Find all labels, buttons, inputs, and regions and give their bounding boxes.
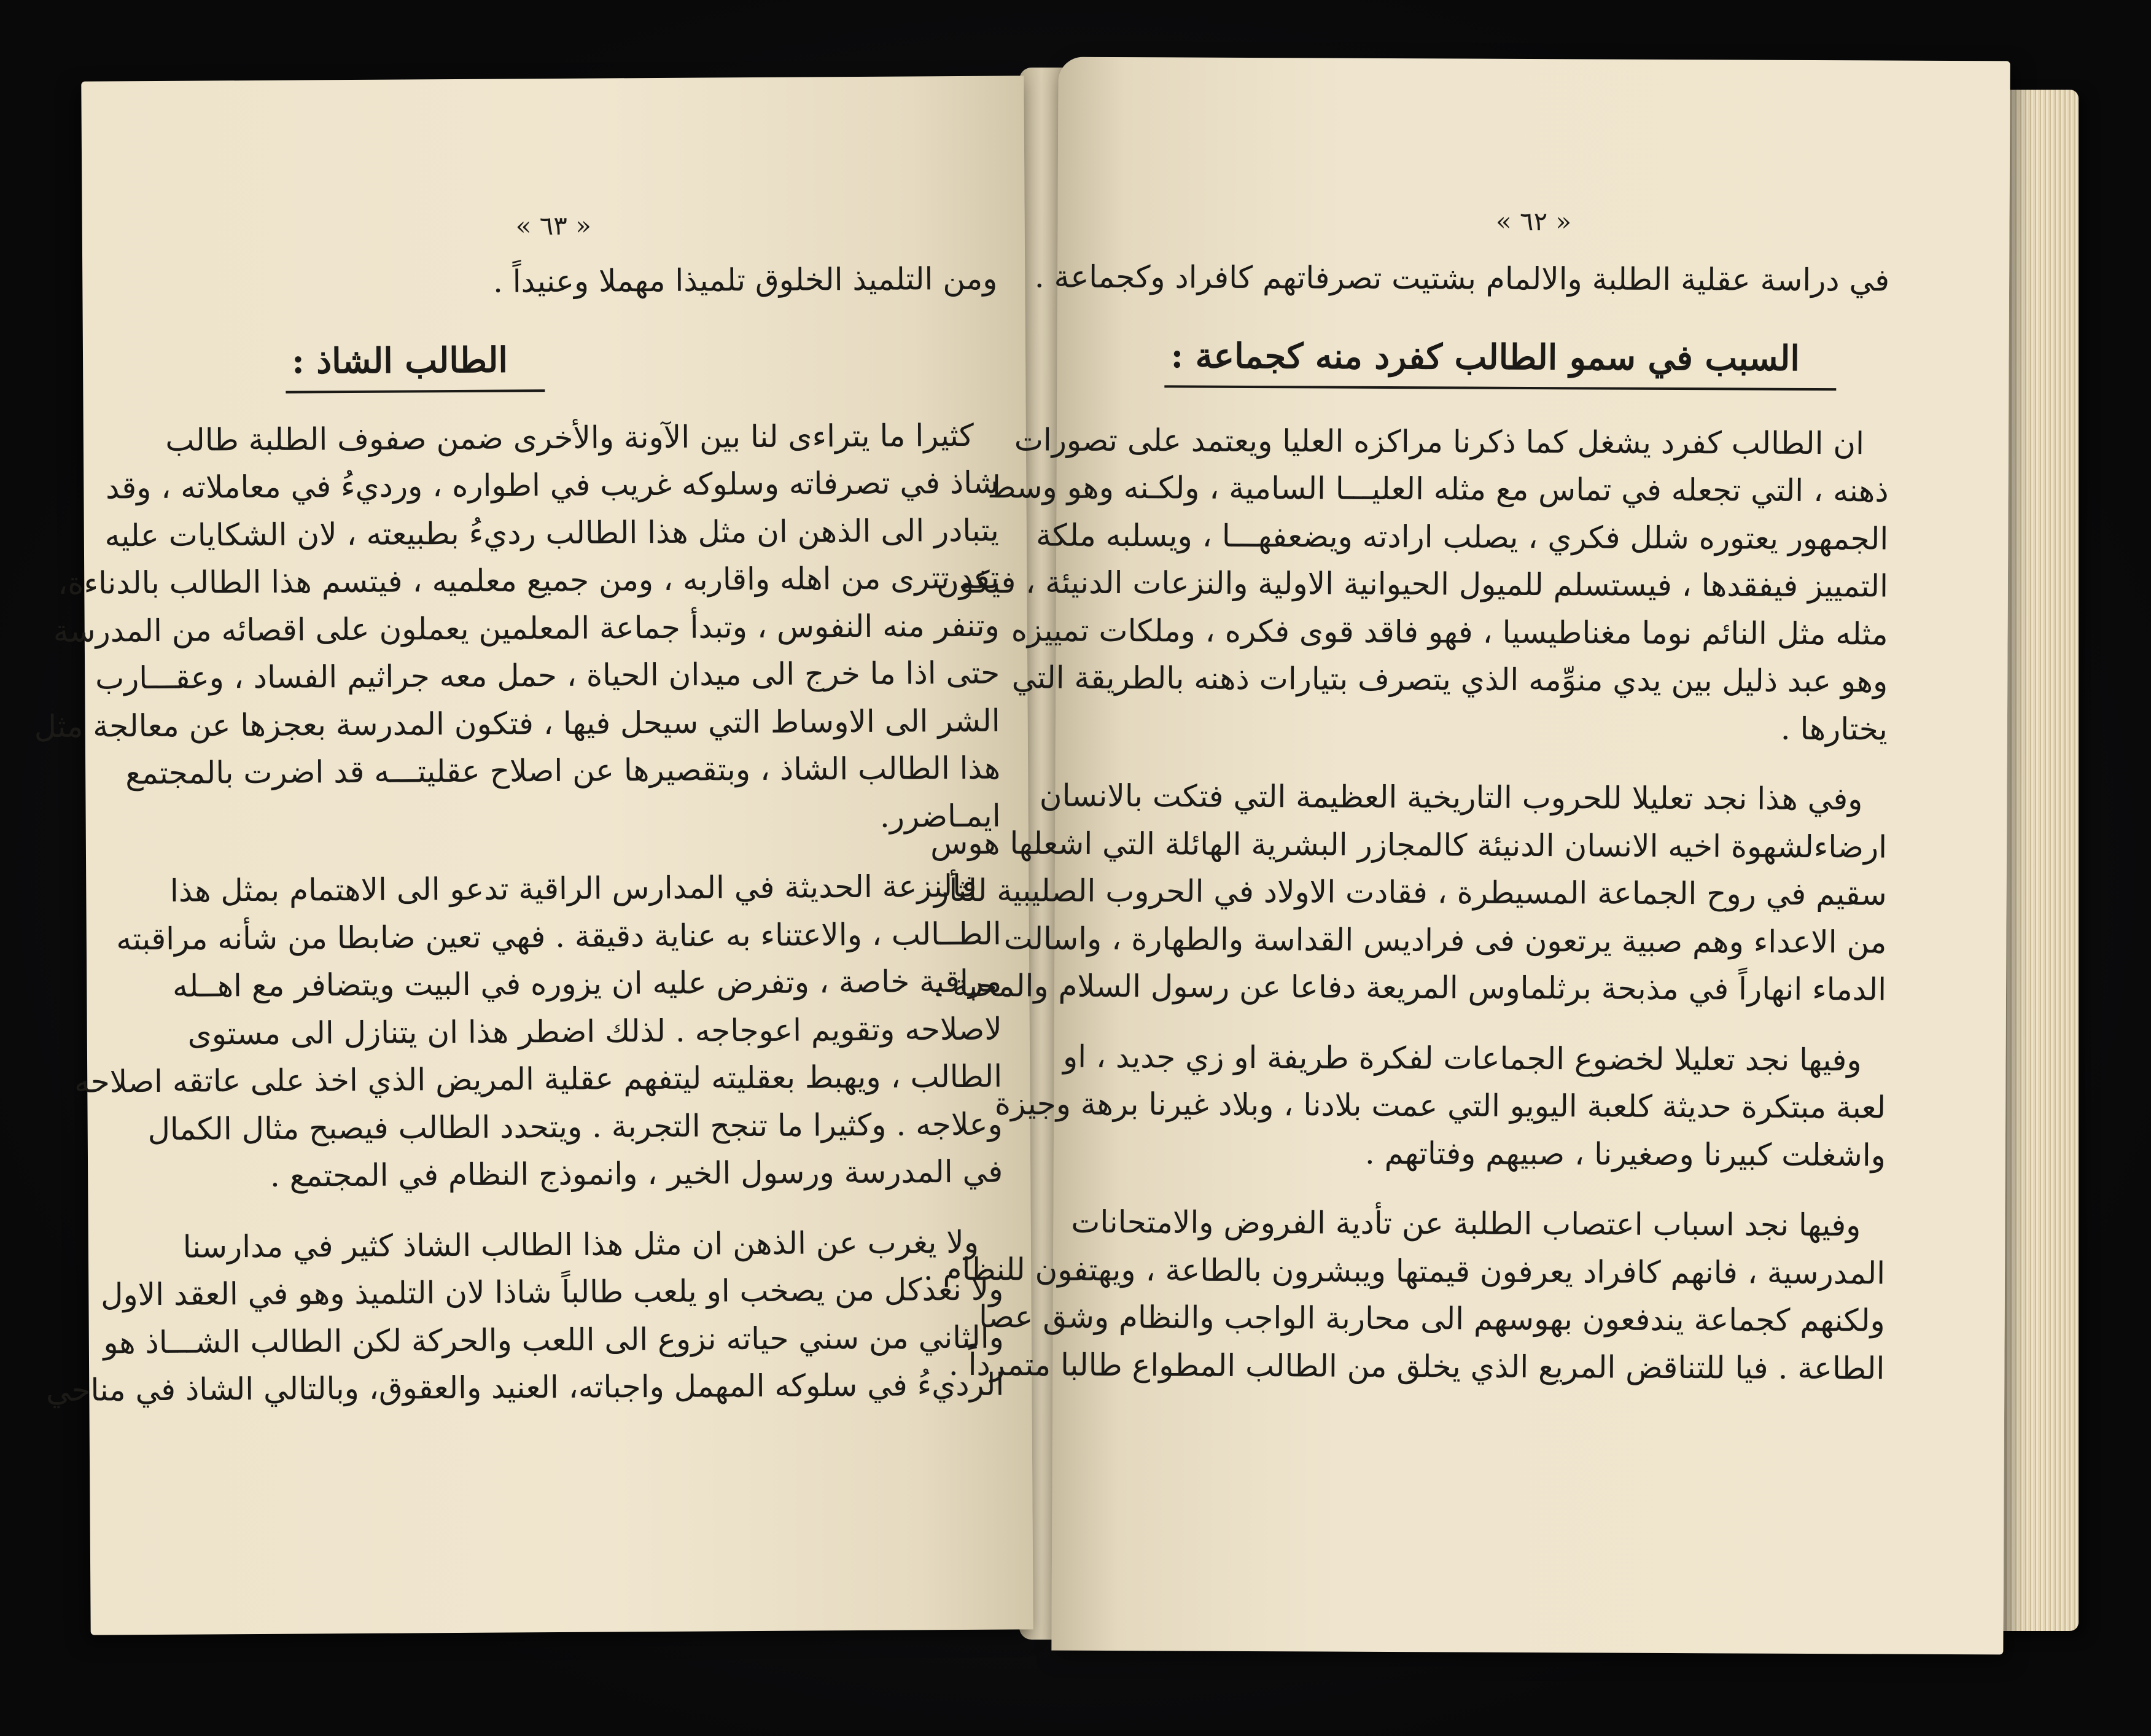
opening-line: ومن التلميذ الخلوق تلميذا مهملا وعنيداً .	[492, 260, 998, 300]
text-line: واشغلت كبيرنا وصغيرنا ، صبيهم وفتاتهم .	[1364, 1135, 1886, 1174]
section-heading: السبب في سمو الطالب كفرد منه كجماعة :	[1164, 331, 1837, 391]
text-line: وفي هذا نجد تعليلا للحروب التاريخية العظيمة التي فتكت بالانسان	[1039, 777, 1863, 817]
text-line: ذهنه ، التي تجعله في تماس مع مثله العليـــا السامية ، ولكـنه وهو وسط	[987, 469, 1889, 509]
paragraph	[74, 863, 1003, 1201]
text-line: حتى اذا ما خرج الى ميدان الحياة ، حمل معه جراثيم الفساد ، وعقـــارب	[95, 655, 1000, 696]
paragraph	[923, 1199, 1886, 1392]
text-line: وعلاجه . وكثيرا ما تنجح التجربة . ويتحدد الطالب فيصبح مثال الكمال	[147, 1106, 1003, 1147]
text-line: يتبادر الى الذهن ان مثل هذا الطالب رديءُ بطبيعته ، لان الشكايات عليه	[104, 512, 999, 553]
text-line: كثيرا ما يتراءى لنا بين الآونة والأخرى ضمن صفوف الطلبة طالب	[165, 417, 974, 458]
text-line: ان الطالب كفرد يشغل كما ذكرنا مراكزه العليا ويعتمد على تصورات	[1014, 421, 1865, 461]
left-page-text	[34, 255, 1005, 1414]
text-line: لاصلاحه وتقويم اعوجاجه . لذلك اضطر هذا ان يتنازل الى مستوى	[187, 1011, 1002, 1052]
text-line: ولكنهم كجماعة يندفعون بهوسهم الى محاربة الواجب والنظام وشق عصا	[978, 1299, 1885, 1339]
text-line: مراقبة خاصة ، وتفرض عليه ان يزوره في البيت ويتضافر مع اهــله	[172, 963, 1002, 1004]
text-line: الرديءُ في سلوكه المهمل واجباته، العنيد والعقوق، وبالتالي الشاذ في مناحي	[45, 1366, 1005, 1409]
paragraph	[936, 417, 1889, 753]
text-line: المدرسية ، فانهم كافراد يعرفون قيمتها ويبشرون بالطاعة ، ويهتفون للنظام .	[923, 1251, 1886, 1291]
text-line: في المدرسة ورسول الخير ، وانموذج النظام في المجتمع .	[270, 1153, 1003, 1194]
text-line: شاذ في تصرفاته وسلوكه غريب في اطواره ، ورديءُ في معاملاته ، وقد	[105, 464, 999, 506]
text-line: ولا يغرب عن الذهن ان مثل هذا الطالب الشاذ كثير في مدارسنا	[182, 1224, 979, 1265]
text-line: هذا الطالب الشاذ ، وبتقصيرها عن اصلاح عقليتـــه قد اضرت بالمجتمع	[125, 750, 1001, 792]
text-line: الجمهور يعتوره شلل فكري ، يصلب ارادته ويضعفهـــا ، ويسلبه ملكة	[1035, 516, 1889, 557]
text-line: مثله مثل النائم نوما مغناطيسيا ، فهو فاقد قوى فكره ، وملكات تمييزه	[1011, 612, 1888, 652]
text-line: الطاعة . فيا للتناقض المريع الذي يخلق من الطالب المطواع طالبا متمرداً .	[948, 1346, 1885, 1387]
section-heading-wrap	[286, 332, 998, 393]
paragraph	[994, 1033, 1886, 1180]
text-line: ارضاءلشهوة اخيه الانسان الدنيئة كالمجازر البشرية الهائلة التي اشعلها هوس	[930, 825, 1888, 865]
text-line: والثاني من سني حياته نزوع الى اللعب والحركة لكن الطالب الشـــاذ هو	[103, 1319, 1004, 1361]
text-line: لعبة مبتكرة حديثة كلعبة اليويو التي عمت بلادنا ، وبلاد غيرنا برهة وجيزة	[994, 1086, 1886, 1126]
text-line: تفد تترى من اهله واقاربه ، ومن جميع معلميه ، فيتسم هذا الطالب بالدناءة،	[57, 559, 1000, 601]
text-line: يختارها .	[1780, 710, 1888, 747]
paragraph	[34, 411, 1001, 844]
paragraph	[45, 1218, 1005, 1413]
left-page	[34, 76, 1033, 1635]
section-heading: الطالب الشاذ :	[286, 335, 545, 394]
section-heading-wrap	[1164, 331, 1889, 391]
text-line: وفيها نجد تعليلا لخضوع الجماعات لفكرة طريفة او زي جديد ، او	[1062, 1038, 1862, 1078]
text-line: التمييز فيفقدها ، فيستسلم للميول الحيوانية الاولية والنزعات الدنيئة ، فيكون	[936, 564, 1889, 604]
text-line: سقيم في روح الجماعة المسيطرة ، فقادت الاولاد في الحروب الصليبية للثأر	[933, 872, 1887, 913]
text-line: ولا نعدكل من يصخب او يلعب طالباً شاذا لان التلميذ وهو في العقد الاول	[101, 1271, 1004, 1313]
text-line: من الاعداء وهم صبية يرتعون فى فراديس القداسة والطهارة ، واسالت	[1003, 920, 1887, 960]
text-line: الدماء انهاراً في مذبحة برثلماوس المريعة دفاعا عن رسول السلام والمحبة .	[933, 967, 1887, 1008]
text-line: الشر الى الاوساط التي سيحل فيها ، فتكون المدرسة بعجزها عن معالجة مثل	[34, 703, 1000, 744]
text-line: الطالب ، ويهبط بعقليته ليتفهم عقلية المريض الذي اخذ على عاتقه اصلاحه	[74, 1058, 1003, 1100]
text-line: ايمـاضرر.	[879, 798, 1001, 835]
text-line: وفيها نجد اسباب اعتصاب الطلبة عن تأدية الفروض والامتحانات	[1071, 1204, 1861, 1244]
opening-line: في دراسة عقلية الطلبة والالمام بشتيت تصرفاتهم كافراد وكجماعة .	[1034, 259, 1890, 298]
text-line: الطــالب ، والاعتناء به عناية دقيقة . فهي تعين ضابطا من شأنه مراقبته	[116, 916, 1002, 957]
book-page-edges	[1999, 90, 2079, 1631]
page-number-right: « ٦٢ »	[1495, 206, 1572, 237]
text-line: وهو عبد ذليل بين يدي منوِّمه الذي يتصرف بتيارات ذهنه بالطريقة التي	[1011, 660, 1888, 699]
text-line: وتنفر منه النفوس ، وتبدأ جماعة المعلمين يعملون على اقصائه من المدرسة	[53, 607, 1000, 649]
page-number-left: « ٦٣ »	[515, 210, 591, 241]
text-line: فالنزعة الحديثة في المدارس الراقية تدعو الى الاهتمام بمثل هذا	[169, 868, 977, 909]
